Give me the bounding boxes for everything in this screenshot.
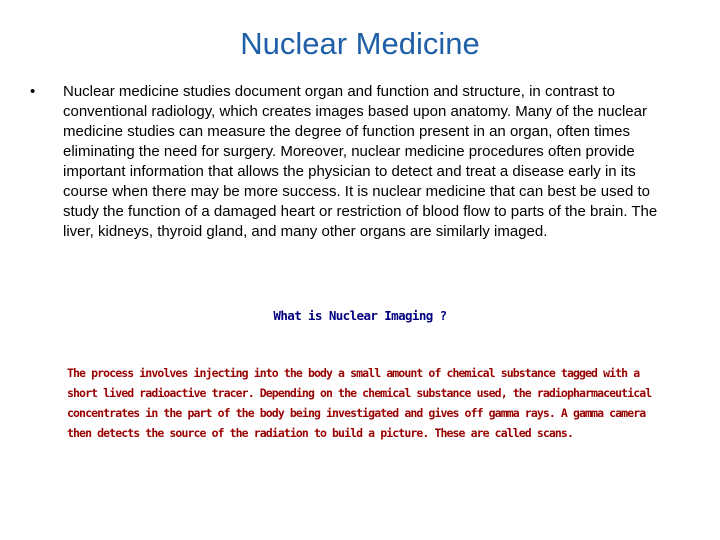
bullet-paragraph: Nuclear medicine studies document organ and function and structure, in contrast to conventional radiology, which creates images based upon anatomy. Many of the nuclear medicine studies can measure the degree of function present in an organ, often times eliminating the need for surgery. Moreover, nuclear medicine procedures often provide important information that allows the physician to detect and treat a disease early in its course when there may be more success. It is nuclear medicine that can best be used to study the function of a damaged heart or restriction of blood flow to parts of the brain. The liver, kidneys, thyroid gland, and many other organs are similarly imaged.	[63, 83, 658, 240]
section-subheading: What is Nuclear Imaging ?	[273, 308, 447, 323]
bullet-marker: •	[30, 83, 36, 100]
process-description: The process involves injecting into the body a small amount of chemical substance tagged with a short lived radioactive tracer. Depending on the chemical substance used, the radiopharmaceutical concentrates in the part of the body being investigated and gives off gamma rays. A gamma camera then detects the source of the radiation to build a picture. These are called scans.	[67, 366, 652, 440]
slide-title: Nuclear Medicine	[240, 26, 480, 61]
